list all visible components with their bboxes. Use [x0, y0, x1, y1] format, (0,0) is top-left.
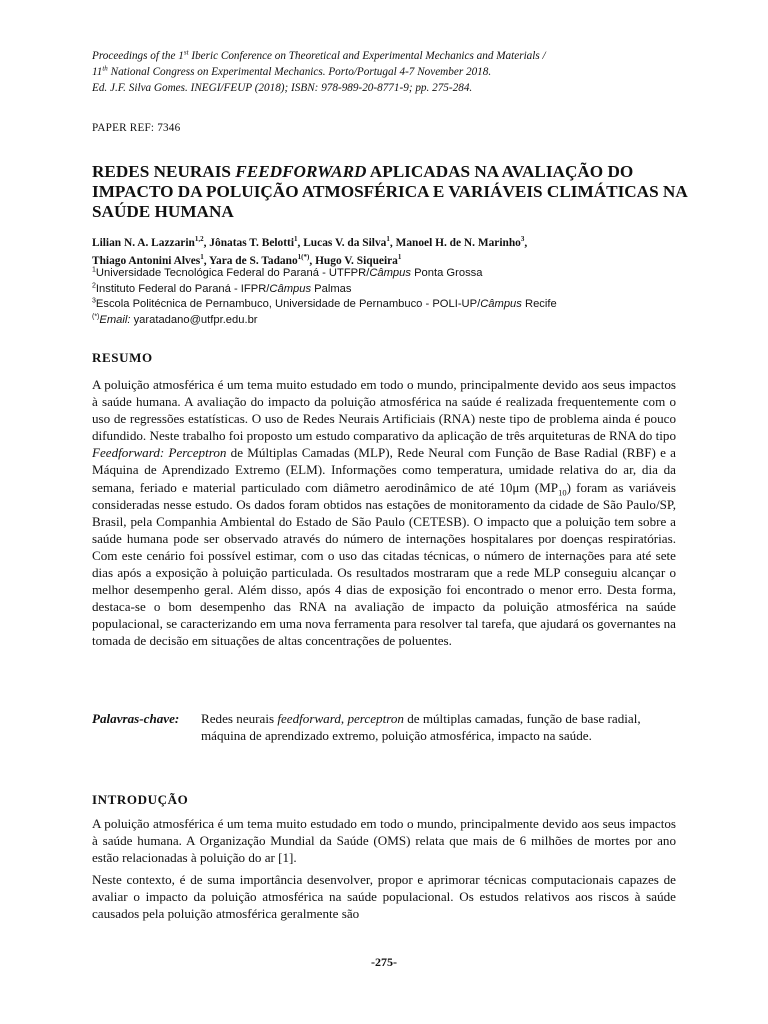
author: Lilian N. A. Lazzarin$^{1,2}$, [92, 235, 210, 249]
proceedings-header [92, 48, 692, 96]
author: Jônatas T. Belotti$^1$, [209, 235, 304, 249]
header-text: National Congress on Experimental Mechanics. Porto/Portugal 4-7 November 2018. [107, 66, 492, 78]
affiliation-2: $^2$Instituto Federal do Paraná - IFPR/Câmpus Palmas [92, 281, 352, 295]
author: Thiago Antonini Alves$^1$, [92, 253, 210, 267]
author-list [92, 234, 692, 270]
header-sup: th [102, 64, 108, 73]
affiliation-list [92, 266, 692, 328]
title-text: APLICADAS NA AVALIAÇÃO DO IMPACTO DA POLUIÇÃO ATMOSFÉRICA E VARIÁVEIS CLIMÁTICAS NA SAÚDE HUMANA [92, 162, 687, 221]
paper-ref: PAPER REF: 7346 [92, 122, 181, 134]
abstract-paragraph: A poluição atmosférica é um tema muito estudado em todo o mundo, principalmente devido aos seus impactos à saúde humana. A avaliação do impacto da poluição atmosférica na saúde é realizada frequentemente com o uso de regressões estatísticas. O uso de Redes Neurais Artificiais (RNA) neste tipo de problema ainda é pouco difundido. Neste trabalho foi proposto um estudo comparativo da aplicação de três arquiteturas de RNA do tipo Feedforward: Perceptron de Múltiplas Camadas (MLP), Rede Neural com Função de Base Radial (RBF) e a Máquina de Aprendizado Extremo (ELM). Informações como temperatura, umidade relativa do ar, dia da semana, feriado e material particulado com diâmetro aerodinâmico de até 10μm $(MP_{10})$ foram as variáveis consideradas nesse estudo. Os dados foram obtidos nas estações de monitoramento da cidade de São Paulo/SP, Brasil, pela Companhia Ambiental do Estado de São Paulo (CETESB). O impacto que a poluição tem sobre a saúde humana pode ser observado através do número de internações hospitalares por doenças respiratórias. Com este cenário foi possível estimar, com o uso das citadas técnicas, o número de internações para até sete dias após a exposição à poluição particulada. Os resultados mostraram que a rede MLP conseguiu alcançar o melhor desempenho geral. Além disso, após 4 dias de exposição foi encontrado o menor erro. Desta forma, destaca-se o bom desempenho das RNA na avaliação de impacto da poluição atmosférica na saúde populacional, se caracterizando em uma nova ferramenta para resolver tal tarefa, que ajudará os governantes na tomada de decisão em situações de altas concentrações de poluentes. [92, 377, 676, 649]
keywords-text: Redes neurais feedforward, perceptron de múltiplas camadas, função de base radial, máquina de aprendizado extremo, poluição atmosférica, impacto na saúde. [201, 711, 641, 744]
header-text: Proceedings of the 1 [92, 50, 184, 62]
section-heading-resumo: RESUMO [92, 350, 153, 365]
header-text: Iberic Conference on Theoretical and Experimental Mechanics and Materials / [188, 50, 546, 62]
paper-title [92, 162, 692, 222]
header-text: 11 [92, 66, 103, 78]
corresponding-email: (*)Email: yaratadano@utfpr.edu.br [92, 312, 258, 326]
intro-paragraph-2: Neste contexto, é de suma importância desenvolver, propor e aprimorar técnicas computacionais capazes de avaliar o impacto da poluição atmosférica na saúde populacional. Os estudos relativos aos riscos à saúde causados pela poluição atmosférica geralmente são [92, 872, 676, 922]
header-line-3: Ed. J.F. Silva Gomes. INEGI/FEUP (2018); ISBN: 978-989-20-8771-9; pp. 275-284. [92, 82, 473, 94]
section-heading-introducao: INTRODUÇÃO [92, 792, 189, 807]
author: Lucas V. da Silva$^1$, [303, 235, 396, 249]
keywords-label: Palavras-chave: [92, 711, 180, 726]
author: Manoel H. de N. Marinho$^3$, [395, 235, 528, 249]
affiliation-3: $^3$Escola Politécnica de Pernambuco, Universidade de Pernambuco - POLI-UP/Câmpus Recife [92, 297, 557, 310]
page-number: -275- [371, 955, 397, 969]
header-line-2 [92, 64, 692, 80]
author: Yara de S. Tadano$^{1(*)}$, [209, 253, 313, 267]
author: Hugo V. Siqueira$^1$ [315, 253, 402, 267]
title-text: REDES NEURAIS [92, 162, 236, 181]
title-italic-text: FEEDFORWARD [235, 162, 367, 181]
affiliation-1: $^1$Universidade Tecnológica Federal do Paraná - UTFPR/Câmpus Ponta Grossa [92, 266, 483, 279]
intro-paragraph-1: A poluição atmosférica é um tema muito estudado em todo o mundo, principalmente devido aos seus impactos à saúde humana. A Organização Mundial da Saúde (OMS) relata que mais de 6 milhões de mortes por ano estão relacionadas à poluição do ar [1]. [92, 816, 676, 866]
header-line-1 [92, 48, 692, 64]
header-sup: st [183, 48, 189, 57]
email-address: yaratadano@utfpr.edu.br [130, 313, 258, 326]
